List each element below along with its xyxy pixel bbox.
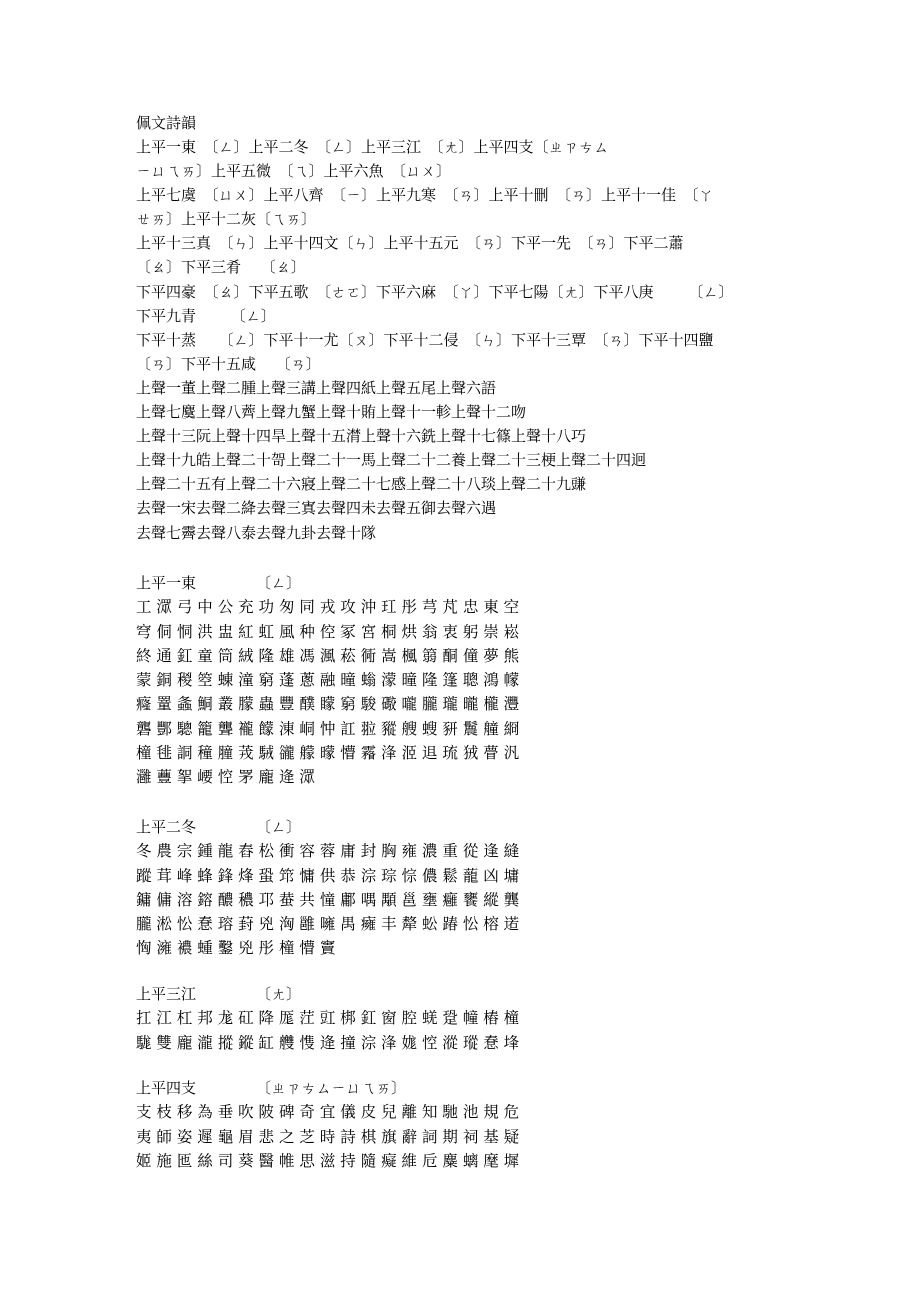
character-row: 支 枝 移 為 垂 吹 陂 碑 奇 宜 儀 皮 兒 離 知 馳 池 規 危 [136, 1103, 520, 1122]
index-line: 上平七虞 〔ㄩㄨ〕上平八齊 〔ㄧ〕上平九寒 〔ㄢ〕上平十刪 〔ㄢ〕上平十一佳 〔ㄚ [136, 186, 714, 205]
character-row: 灉 蘴 挐 崾 悾 罞 龐 逄 潀 [136, 768, 315, 787]
section-name: 上平二冬 [136, 818, 197, 836]
section-sound: 〔ㄥ〕 [256, 818, 302, 836]
index-line: 下平九青 〔ㄥ〕 [136, 306, 276, 325]
index-line: 上聲十九皓上聲二十哿上聲二十一馬上聲二十二養上聲二十三梗上聲二十四迥 [136, 451, 647, 470]
index-line: 〔ㄠ〕下平三肴 〔ㄠ〕 [136, 258, 306, 277]
rhyme-section [136, 1076, 519, 1173]
index-line: ㄝㄞ〕上平十二灰〔ㄟㄞ〕 [136, 210, 317, 229]
character-row: 蹤 茸 峰 蜂 鋒 烽 蛩 筇 慵 供 恭 淙 琮 悰 儂 鬆 蘢 凶 墉 [136, 866, 520, 885]
character-row: 工 潀 弓 中 公 充 功 匆 同 戎 攻 沖 玒 彤 芎 芃 忠 東 空 [136, 598, 520, 617]
index-line: 下平十蒸 〔ㄥ〕下平十一尤〔ㄡ〕下平十二侵 〔ㄣ〕下平十三覃 〔ㄢ〕下平十四鹽 [136, 330, 714, 349]
character-row: 姬 施 匜 絲 司 葵 醫 帷 思 滋 持 隨 癡 維 卮 麋 螭 麾 墀 [136, 1151, 520, 1170]
section-header [136, 815, 519, 839]
index-line: 〔ㄢ〕下平十五咸 〔ㄢ〕 [136, 354, 321, 373]
character-row: 駹 雙 龐 瀧 摐 鏦 缸 艭 愯 逄 撞 淙 浲 娏 悾 漎 瑽 惷 埄 [136, 1033, 520, 1052]
rhyme-index [136, 135, 804, 545]
section-sound: 〔ㄥ〕 [256, 574, 302, 592]
character-row: 癃 罿 螽 鮦 叢 朦 蟲 豐 醭 矇 窮 駿 礮 嚨 朧 瓏 曨 櫳 灃 [136, 695, 520, 714]
index-line: 上聲一董上聲二腫上聲三講上聲四紙上聲五尾上聲六語 [136, 378, 497, 397]
index-line: 上聲七麌上聲八薺上聲九蟹上聲十賄上聲十一軫上聲十二吻 [136, 403, 527, 422]
character-row: 終 通 釭 童 筒 絨 隆 雄 馮 渢 菘 衕 嵩 楓 篛 酮 僮 夢 熊 [136, 646, 520, 665]
section-sound: 〔ㄤ〕 [256, 985, 302, 1003]
index-line: ㄧㄩㄟㄞ〕上平五微 〔ㄟ〕上平六魚 〔ㄩㄨ〕 [136, 162, 452, 181]
section-name: 上平一東 [136, 574, 197, 592]
index-line: 上聲二十五有上聲二十六寢上聲二十七感上聲二十八琰上聲二十九豏 [136, 475, 587, 494]
index-line: 去聲七霽去聲八泰去聲九卦去聲十隊 [136, 523, 377, 542]
index-line: 下平四豪 〔ㄠ〕下平五歌 〔ㄜㄛ〕下平六麻 〔ㄚ〕下平七陽〔ㄤ〕下平八庚 〔ㄥ〕 [136, 282, 734, 301]
character-row: 鏞 傭 溶 鎔 醲 穠 邛 蛬 共 憧 鄘 喁 顒 邕 壅 癰 饔 縱 龔 [136, 890, 520, 909]
section-sound: 〔ㄓㄗㄘㄙㄧㄩㄟㄞ〕 [256, 1079, 407, 1097]
character-row: 穹 侗 恫 洪 盅 紅 虹 風 种 倥 冢 宮 桐 烘 翁 衷 躬 崇 崧 [136, 622, 520, 641]
rhyme-section [136, 571, 519, 790]
rhyme-section [136, 982, 519, 1055]
rhyme-section [136, 815, 519, 961]
page-title: 佩文詩韻 [136, 114, 197, 132]
character-row: 礱 酆 驄 籠 聾 襱 饛 涷 峒 忡 訌 翋 豵 艘 螋 豜 鬞 艟 綗 [136, 719, 520, 738]
section-header [136, 571, 519, 595]
section-name: 上平三江 [136, 985, 197, 1003]
character-row: 扛 江 杠 邦 尨 矼 降 厖 茳 豇 梆 釭 窗 腔 蜣 跫 幢 樁 橦 [136, 1009, 520, 1028]
index-line: 上平十三真 〔ㄣ〕上平十四文〔ㄣ〕上平十五元 〔ㄢ〕下平一先 〔ㄢ〕下平二蕭 [136, 234, 684, 253]
character-row: 夷 師 姿 遲 龜 眉 悲 之 芝 時 詩 棋 旗 辭 詞 期 祠 基 疑 [136, 1127, 520, 1146]
index-line: 去聲一宋去聲二絳去聲三寘去聲四未去聲五御去聲六遇 [136, 499, 497, 518]
character-row: 冬 農 宗 鍾 龍 舂 松 衝 容 蓉 庸 封 胸 雍 濃 重 從 逢 縫 [136, 842, 520, 861]
section-header [136, 1076, 519, 1100]
section-header [136, 982, 519, 1006]
character-row: 朧 淞 忪 惷 瑢 葑 兇 洶 雝 噰 禺 癕 丰 犛 蚣 踳 忪 榕 逽 [136, 915, 520, 934]
index-line: 上平一東 〔ㄥ〕上平二冬 〔ㄥ〕上平三江 〔ㄤ〕上平四支〔ㄓㄗㄘㄙ [136, 138, 609, 156]
character-row: 恟 澭 襛 蝩 鑿 兇 彤 橦 懵 竇 [136, 939, 336, 958]
character-row: 蒙 銅 稯 箜 蝀 潼 窮 蓬 蔥 融 曈 螉 濛 曈 隆 篷 聰 鴻 幪 [136, 671, 520, 690]
section-name: 上平四支 [136, 1079, 197, 1097]
character-row: 橦 毴 詷 穜 膧 茙 駥 豅 艨 曚 懵 霿 浲 洍 䢐 琉 狨 瞢 汎 [136, 744, 520, 763]
index-line: 上聲十三阮上聲十四旱上聲十五潸上聲十六銑上聲十七篠上聲十八巧 [136, 427, 587, 446]
